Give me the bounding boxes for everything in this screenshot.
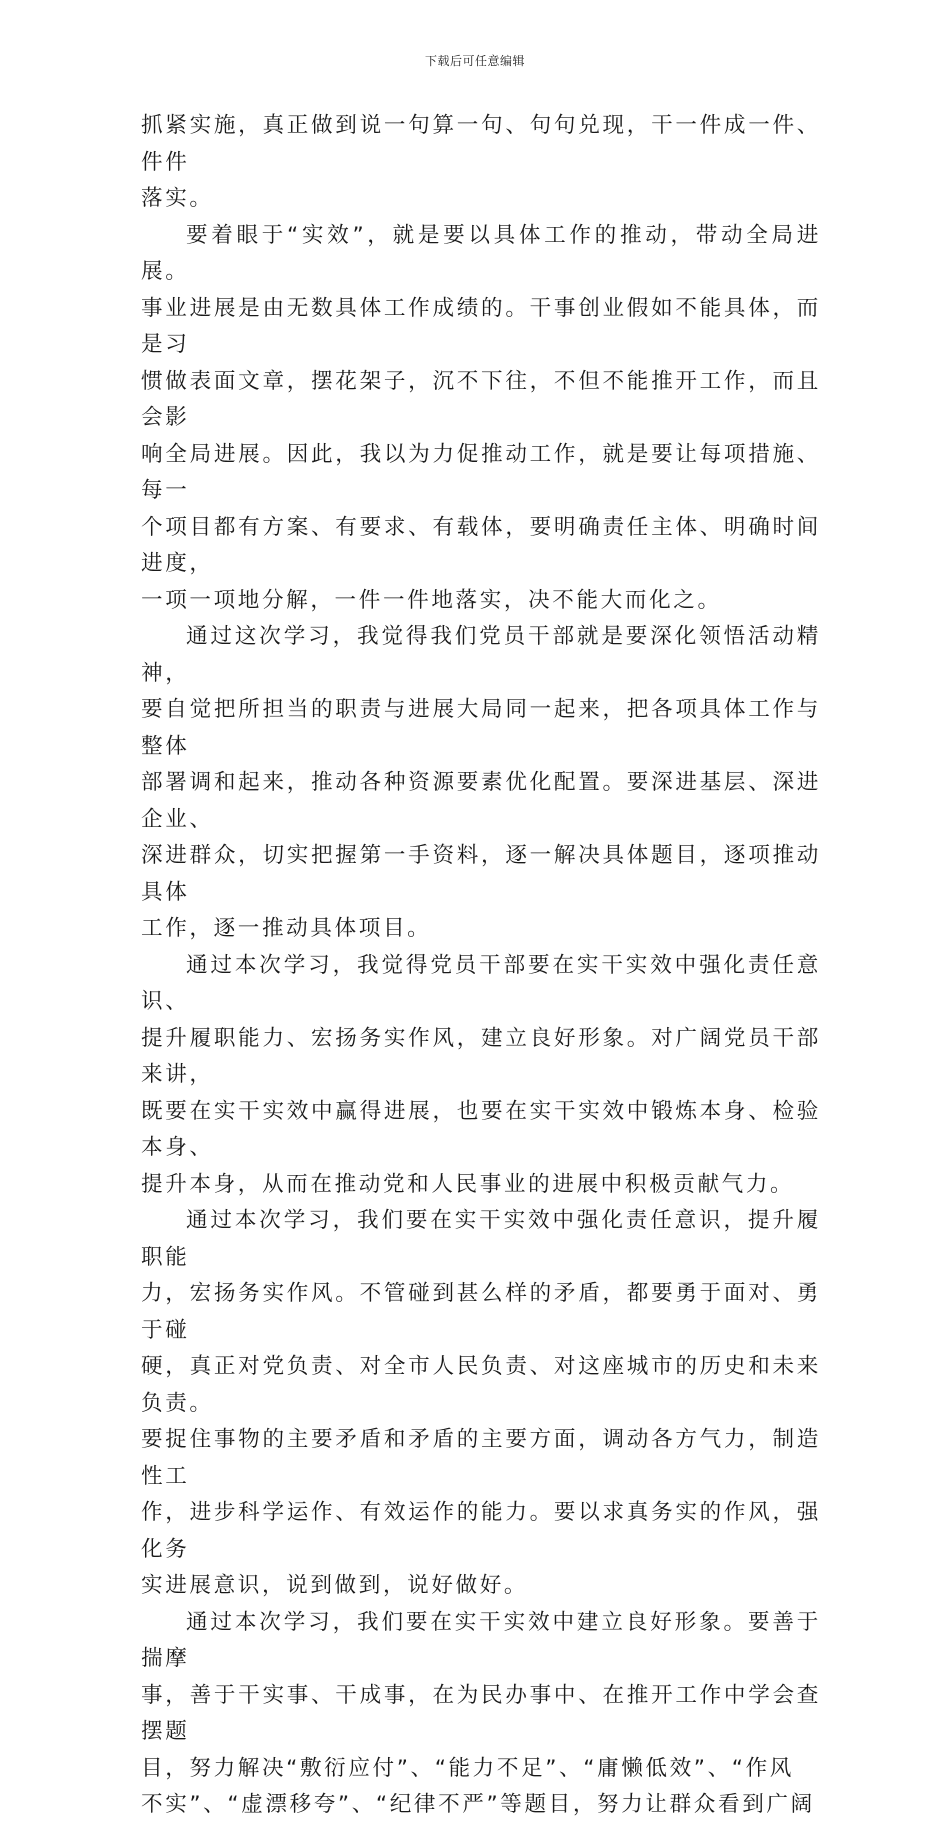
text-line: 惯做表面文章，摆花架子，沉不下往，不但不能推开工作，而且会影 (141, 368, 821, 430)
text-line: 要着眼于“实效”，就是要以具体工作的推动，带动全局进展。 (141, 222, 821, 284)
text-line: 个项目都有方案、有要求、有载体，要明确责任主体、明确时间进度， (141, 514, 821, 576)
text-line: 落实。 (141, 186, 214, 211)
text-line: 提升履职能力、宏扬务实作风，建立良好形象。对广阔党员干部来讲， (141, 1025, 821, 1087)
text-line: 提升本身，从而在推动党和人民事业的进展中积极贡献气力。 (141, 1171, 795, 1197)
paragraph (141, 218, 821, 620)
text-line: 实进展意识，说到做到，说好做好。 (141, 1573, 529, 1598)
text-line: 力，宏扬务实作风。不管碰到甚么样的矛盾，都要勇于面对、勇于碰 (141, 1281, 821, 1343)
text-line: 通过本次学习，我们要在实干实效中建立良好形象。要善于揣摩 (141, 1609, 821, 1671)
text-line: 抓紧实施，真正做到说一句算一句、句句兑现，干一件成一件、件件 (141, 113, 821, 175)
text-line: 事业进展是由无数具体工作成绩的。干事创业假如不能具体，而是习 (141, 295, 821, 357)
text-line: 既要在实干实效中赢得进展，也要在实干实效中锻炼本身、检验本身、 (141, 1098, 821, 1160)
document-body (141, 108, 821, 1824)
paragraph (141, 1605, 821, 1824)
text-line: 事，善于干实事、干成事，在为民办事中、在推开工作中学会查摆题 (141, 1682, 821, 1744)
text-line: 要捉住事物的主要矛盾和矛盾的主要方面，调动各方气力，制造性工 (141, 1427, 821, 1489)
paragraph (141, 108, 821, 218)
text-line: 一项一项地分解，一件一件地落实，决不能大而化之。 (141, 587, 722, 613)
paragraph (141, 619, 821, 948)
text-line: 目，努力解决“敷衍应付”、“能力不足”、“庸懒低效”、“作风 (141, 1755, 794, 1781)
text-line: 通过这次学习，我觉得我们党员干部就是要深化领悟活动精神， (141, 624, 821, 686)
text-line: 要自觉把所担当的职责与进展大局同一起来，把各项具体工作与整体 (141, 697, 821, 759)
text-line: 作，进步科学运作、有效运作的能力。要以求真务实的作风，强化务 (141, 1500, 821, 1562)
paragraph (141, 948, 821, 1204)
text-line: 硬，真正对党负责、对全市人民负责、对这座城市的历史和未来负责。 (141, 1354, 821, 1416)
text-line: 响全局进展。因此，我以为力促推动工作，就是要让每项措施、每一 (141, 441, 821, 503)
paragraph (141, 1203, 821, 1605)
text-line: 深进群众，切实把握第一手资料，逐一解决具体题目，逐项推动具体 (141, 843, 821, 905)
text-line: 通过本次学习，我们要在实干实效中强化责任意识，提升履职能 (141, 1208, 821, 1270)
text-line: 工作，逐一推动具体项目。 (141, 916, 432, 941)
page-header: 下载后可任意编辑 (424, 54, 525, 68)
text-line: 通过本次学习，我觉得党员干部要在实干实效中强化责任意识、 (141, 952, 821, 1014)
text-line: 部署调和起来，推动各种资源要素优化配置。要深进基层、深进企业、 (141, 770, 821, 832)
text-line: 不实”、“虚漂移夸”、“纪律不严”等题目，努力让群众看到广阔 (141, 1792, 815, 1817)
